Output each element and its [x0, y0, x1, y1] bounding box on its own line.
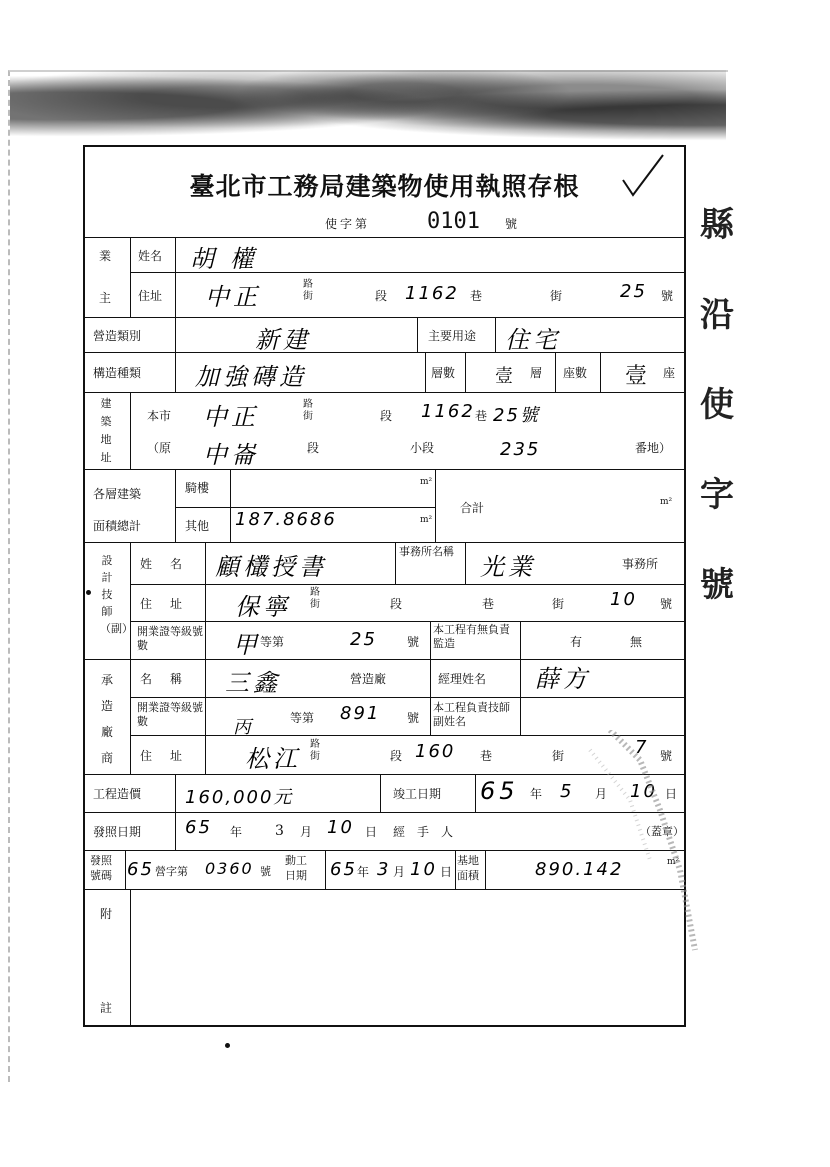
start-month: 3 [377, 859, 391, 880]
designer-license-number: 25 [350, 629, 377, 650]
license-no-year: 65 [127, 859, 154, 880]
floors-value: 壹 [495, 366, 513, 387]
structure-type-label: 構造種類 [93, 366, 142, 380]
completion-label: 竣工日期 [393, 787, 442, 801]
owner-section-top: 業 [99, 249, 112, 263]
office-name-label: 事務所名稱 [399, 545, 454, 558]
completion-month: 5 [560, 781, 574, 802]
site-subsection-label: 小段 [410, 441, 435, 455]
start-day: 10 [410, 859, 437, 880]
license-no-suffix: 號 [260, 865, 271, 878]
start-year: 65 [330, 859, 357, 880]
margin-char: 字 [700, 475, 734, 515]
buildings-value: 壹 [625, 364, 648, 389]
site-address-label: 建築地址 [100, 397, 112, 464]
buildings-unit: 座 [663, 366, 676, 380]
start-day-label: 日 [440, 865, 453, 879]
margin-char: 縣 [700, 205, 734, 245]
margin-char: 號 [700, 565, 734, 605]
contractor-license-label: 開業證等級號數 [137, 701, 203, 728]
start-year-label: 年 [357, 865, 370, 879]
contractor-address-value: 松江 [245, 745, 301, 773]
engineer-label: 本工程負責技師副姓名 [433, 701, 510, 728]
contractor-license-grade: 丙 [233, 717, 253, 738]
contractor-license-number: 891 [340, 703, 381, 724]
contractor-lane-label: 巷 [480, 749, 493, 763]
adjacent-page-margin [700, 180, 740, 630]
construction-type-value: 新建 [255, 326, 311, 354]
site-lot-label: 番地） [635, 441, 672, 455]
completion-month-label: 月 [595, 787, 608, 801]
designer-street-label: 街 [552, 597, 565, 611]
scan-dot [86, 590, 91, 595]
other-area-value: 187.8686 [235, 509, 337, 530]
license-no-number: 0360 [205, 859, 254, 878]
permit-number-line [85, 207, 684, 237]
designer-section-label: 設計技師（副） [100, 554, 133, 635]
seal-label: （蓋章） [640, 825, 684, 838]
owner-address-label: 住址 [138, 289, 163, 303]
site-original-label: （原 [147, 441, 172, 455]
owner-street-label: 街 [550, 289, 563, 303]
contractor-name-label: 名稱 [140, 672, 201, 686]
issue-day-label: 日 [365, 825, 378, 839]
total-unit: m² [660, 497, 673, 507]
start-date-label: 動工日期 [285, 854, 307, 882]
designer-section-label2: 段 [390, 597, 403, 611]
notes-label-bottom: 註 [100, 1001, 113, 1015]
designer-address-label: 住址 [140, 597, 201, 611]
contractor-lane-value: 160 [415, 741, 456, 762]
arcade-label: 騎樓 [185, 481, 210, 495]
office-name-value: 光業 [480, 553, 536, 581]
owner-section-label: 段 [375, 289, 388, 303]
contractor-number-label: 號 [660, 749, 673, 763]
owner-lane-label: 巷 [470, 289, 483, 303]
designer-license-label: 開業證等級號數 [137, 625, 203, 652]
site-road-label: 路街 [303, 399, 313, 422]
contractor-road-label: 路街 [310, 739, 320, 762]
total-label: 合計 [460, 501, 485, 515]
contractor-number-value: 7 [635, 737, 649, 758]
site-lot-value: 235 [500, 439, 541, 460]
issue-date-label: 發照日期 [93, 825, 142, 839]
form-title: 臺北市工務局建築物使用執照存根 [189, 172, 580, 201]
owner-road-label: 路街 [303, 279, 313, 302]
main-use-value: 住宅 [505, 326, 561, 354]
designer-grade-label: 等第 [260, 635, 285, 649]
owner-name-label: 姓名 [138, 249, 163, 263]
contractor-license-suffix: 號 [407, 711, 420, 725]
completion-year: 65 [480, 777, 519, 805]
issue-month: 3 [275, 823, 284, 839]
contractor-address-label: 住址 [140, 749, 201, 763]
supervisor-label: 本工程有無負責監造 [433, 623, 510, 650]
scan-noise-stain [570, 730, 700, 980]
issue-year: 65 [185, 817, 212, 838]
margin-char: 使 [700, 385, 734, 425]
issue-year-label: 年 [230, 825, 243, 839]
contractor-factory-label: 營造廠 [350, 672, 387, 686]
site-city-district: 中正 [203, 403, 259, 431]
notes-label-top: 附 [100, 907, 113, 921]
designer-road-label: 路街 [310, 587, 320, 610]
designer-number-label: 號 [660, 597, 673, 611]
site-original-district: 中崙 [203, 441, 259, 469]
owner-name-value: 胡 權 [190, 245, 258, 273]
contractor-grade-label: 等第 [290, 711, 315, 725]
arcade-unit: m² [420, 477, 433, 487]
designer-address-value: 保寧 [235, 593, 291, 621]
designer-number-value: 10 [610, 589, 637, 610]
license-no-label: 發照號碼 [90, 854, 112, 882]
completion-day: 10 [630, 781, 657, 802]
designer-name-label: 姓名 [140, 557, 201, 571]
license-no-prefix: 營字第 [155, 865, 188, 878]
owner-number-value: 25 [620, 281, 647, 302]
supervisor-no: 無 [630, 635, 643, 649]
site-lane-label: 巷 [475, 409, 488, 423]
contractor-street-label: 街 [552, 749, 565, 763]
floors-unit: 層 [530, 366, 543, 380]
permit-label: 使字第 [325, 217, 371, 231]
owner-address-district: 中正 [205, 283, 261, 311]
structure-type-value: 加強磚造 [195, 363, 307, 391]
cost-value: 160,000元 [185, 787, 294, 808]
base-area-unit: m² [667, 857, 680, 867]
main-use-label: 主要用途 [428, 329, 477, 343]
site-city-label: 本市 [147, 409, 172, 423]
issue-month-label: 月 [300, 825, 313, 839]
designer-license-grade: 甲 [233, 631, 261, 659]
base-area-value: 890.142 [535, 859, 624, 880]
completion-year-label: 年 [530, 787, 543, 801]
supervisor-yes: 有 [570, 635, 583, 649]
handler-label: 經 手 人 [393, 825, 454, 839]
permit-number: 0101 [427, 209, 480, 234]
contractor-section-label2: 段 [390, 749, 403, 763]
start-month-label: 月 [393, 865, 406, 879]
contractor-section-label: 承造廠商 [100, 673, 113, 765]
office-suffix: 事務所 [622, 557, 659, 571]
designer-name-value: 顧欉授書 [215, 553, 327, 581]
site-lane-value: 1162 [421, 401, 475, 422]
designer-lane-label: 巷 [482, 597, 495, 611]
site-section-label: 段 [380, 409, 393, 423]
site-number-value: 25號 [493, 405, 540, 426]
owner-section-bottom: 主 [99, 291, 112, 305]
other-label: 其他 [185, 519, 210, 533]
construction-type-label: 營造類別 [93, 329, 142, 343]
owner-number-label: 號 [661, 289, 674, 303]
floors-label: 層數 [431, 366, 456, 380]
margin-char: 沿 [700, 295, 734, 335]
cost-label: 工程造價 [93, 787, 142, 801]
site-orig-section-label: 段 [307, 441, 320, 455]
area-label-top: 各層建築 [93, 487, 142, 501]
manager-name-label: 經理姓名 [438, 672, 487, 686]
scan-dot [225, 1043, 230, 1048]
completion-day-label: 日 [665, 787, 678, 801]
manager-name-value: 薛方 [535, 665, 591, 693]
other-unit: m² [420, 515, 433, 525]
permit-suffix: 號 [505, 217, 518, 231]
designer-license-suffix: 號 [407, 635, 420, 649]
area-label-bottom: 面積總計 [93, 519, 142, 533]
buildings-label: 座數 [563, 366, 588, 380]
issue-day: 10 [327, 817, 354, 838]
contractor-name-value: 三鑫 [225, 669, 281, 697]
owner-lane-value: 1162 [405, 283, 459, 304]
base-area-label: 基地面積 [457, 854, 479, 882]
